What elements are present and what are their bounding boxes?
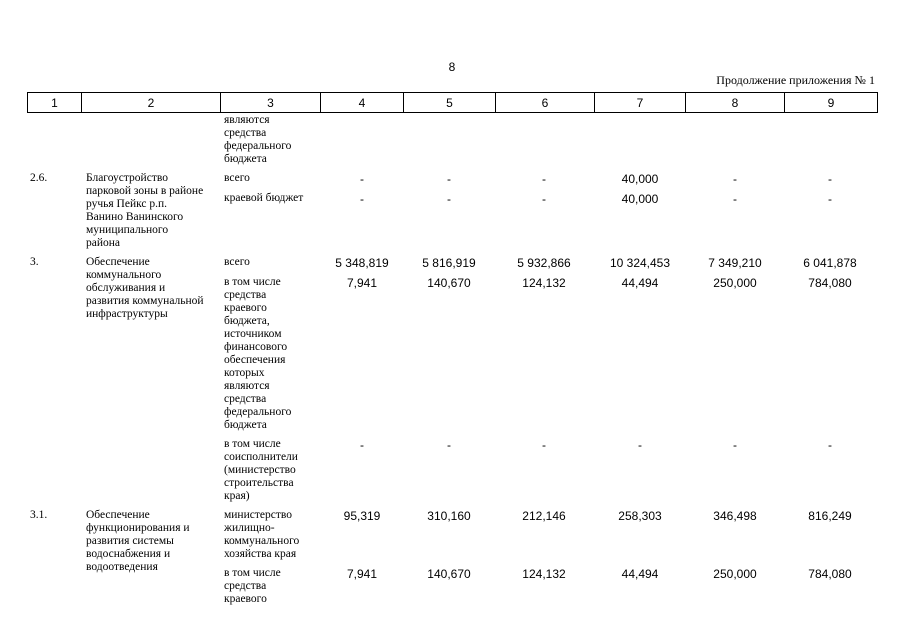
funding-source-line: хозяйства края <box>224 548 297 560</box>
value-cell: 40,000 <box>621 172 659 186</box>
value-cell: - <box>542 192 546 206</box>
funding-source-line: федерального <box>224 406 292 418</box>
value-cell: - <box>447 438 451 452</box>
funding-source-line: источником <box>224 328 282 340</box>
value-cell: - <box>828 438 832 452</box>
funding-source: всего <box>224 172 250 184</box>
row-number: 3.1. <box>30 509 48 521</box>
value-cell: 5 348,819 <box>335 256 389 270</box>
value-cell: 124,132 <box>522 567 566 581</box>
value-cell: 784,080 <box>808 567 852 581</box>
row-number: 2.6. <box>30 172 48 184</box>
value-cell: - <box>542 172 546 186</box>
row-title-line: Ванино Ванинского <box>86 211 184 223</box>
funding-source-line: в том числе <box>224 438 281 450</box>
value-cell: 5 816,919 <box>422 256 476 270</box>
col-header-3: 3 <box>221 93 321 113</box>
value-cell: - <box>360 438 364 452</box>
value-cell: 250,000 <box>713 567 757 581</box>
value-cell: - <box>447 172 451 186</box>
source-line: федерального <box>224 140 292 152</box>
source-line: являются <box>224 114 270 126</box>
row-title-line: развития коммунальной <box>86 295 204 307</box>
col-header-5: 5 <box>404 93 496 113</box>
value-cell: 816,249 <box>808 509 852 523</box>
funding-source-line: строительства <box>224 477 294 489</box>
row-number: 3. <box>30 256 39 268</box>
value-cell: 140,670 <box>427 567 471 581</box>
col-header-6: 6 <box>496 93 595 113</box>
col-header-2: 2 <box>82 93 221 113</box>
row-title-line: коммунального <box>86 269 162 281</box>
value-cell: 6 041,878 <box>803 256 857 270</box>
value-cell: 7,941 <box>346 276 378 290</box>
col-header-8: 8 <box>686 93 785 113</box>
value-cell: - <box>360 172 364 186</box>
source-line: средства <box>224 127 267 139</box>
funding-source-line: бюджета <box>224 419 267 431</box>
funding-source-line: бюджета, <box>224 315 270 327</box>
value-cell: 784,080 <box>808 276 852 290</box>
funding-source-line: являются <box>224 380 270 392</box>
funding-source: краевой бюджет <box>224 192 304 204</box>
value-cell: - <box>733 438 737 452</box>
value-cell: 44,494 <box>621 567 659 581</box>
funding-source-line: жилищно- <box>224 522 275 534</box>
value-cell: - <box>828 192 832 206</box>
source-line: бюджета <box>224 153 267 165</box>
row-title-line: Обеспечение <box>86 256 150 268</box>
funding-source-line: финансового <box>224 341 288 353</box>
funding-source-line: средства <box>224 289 267 301</box>
funding-source-line: края) <box>224 490 250 502</box>
funding-source-line: средства <box>224 393 267 405</box>
col-header-9: 9 <box>785 93 878 113</box>
funding-source-line: коммунального <box>224 535 300 547</box>
page-number: 8 <box>448 60 456 74</box>
value-cell: 140,670 <box>427 276 471 290</box>
row-title-line: муниципального <box>86 224 169 236</box>
col-header-4: 4 <box>321 93 404 113</box>
continuation-note: Продолжение приложения № 1 <box>716 73 875 87</box>
col-header-7: 7 <box>595 93 686 113</box>
value-cell: - <box>542 438 546 452</box>
funding-source-line: которых <box>224 367 265 379</box>
row-title-line: функционирования и <box>86 522 190 534</box>
row-title-line: развития системы <box>86 535 174 547</box>
value-cell: 124,132 <box>522 276 566 290</box>
funding-source-line: соисполнители <box>224 451 298 463</box>
value-cell: 7 349,210 <box>708 256 762 270</box>
row-title-line: Благоустройство <box>86 172 168 184</box>
funding-source-line: средства <box>224 580 267 592</box>
value-cell: 95,319 <box>343 509 381 523</box>
funding-source-line: обеспечения <box>224 354 286 366</box>
value-cell: - <box>828 172 832 186</box>
value-cell: 7,941 <box>346 567 378 581</box>
funding-source-line: в том числе <box>224 276 281 288</box>
funding-source-line: в том числе <box>224 567 281 579</box>
value-cell: 310,160 <box>427 509 471 523</box>
row-title-line: водоотведения <box>86 561 158 573</box>
column-header-row <box>27 92 878 113</box>
row-title-line: Обеспечение <box>86 509 150 521</box>
funding-source: всего <box>224 256 250 268</box>
value-cell: 346,498 <box>713 509 757 523</box>
row-title-line: парковой зоны в районе <box>86 185 204 197</box>
value-cell: 258,303 <box>618 509 662 523</box>
row-title-line: района <box>86 237 121 249</box>
funding-source-line: краевого <box>224 302 267 314</box>
value-cell: 44,494 <box>621 276 659 290</box>
value-cell: 40,000 <box>621 192 659 206</box>
value-cell: - <box>447 192 451 206</box>
value-cell: - <box>733 192 737 206</box>
value-cell: - <box>360 192 364 206</box>
value-cell: 212,146 <box>522 509 566 523</box>
row-title-line: инфраструктуры <box>86 308 168 320</box>
value-cell: 250,000 <box>713 276 757 290</box>
col-header-1: 1 <box>28 93 82 113</box>
row-title-line: ручья Пейкс р.п. <box>86 198 168 210</box>
row-title-line: обслуживания и <box>86 282 166 294</box>
value-cell: - <box>638 438 642 452</box>
funding-source-line: министерство <box>224 509 292 521</box>
funding-source-line: (министерство <box>224 464 296 476</box>
value-cell: 5 932,866 <box>517 256 571 270</box>
funding-source-line: краевого <box>224 593 267 605</box>
value-cell: - <box>733 172 737 186</box>
value-cell: 10 324,453 <box>609 256 671 270</box>
row-title-line: водоснабжения и <box>86 548 171 560</box>
